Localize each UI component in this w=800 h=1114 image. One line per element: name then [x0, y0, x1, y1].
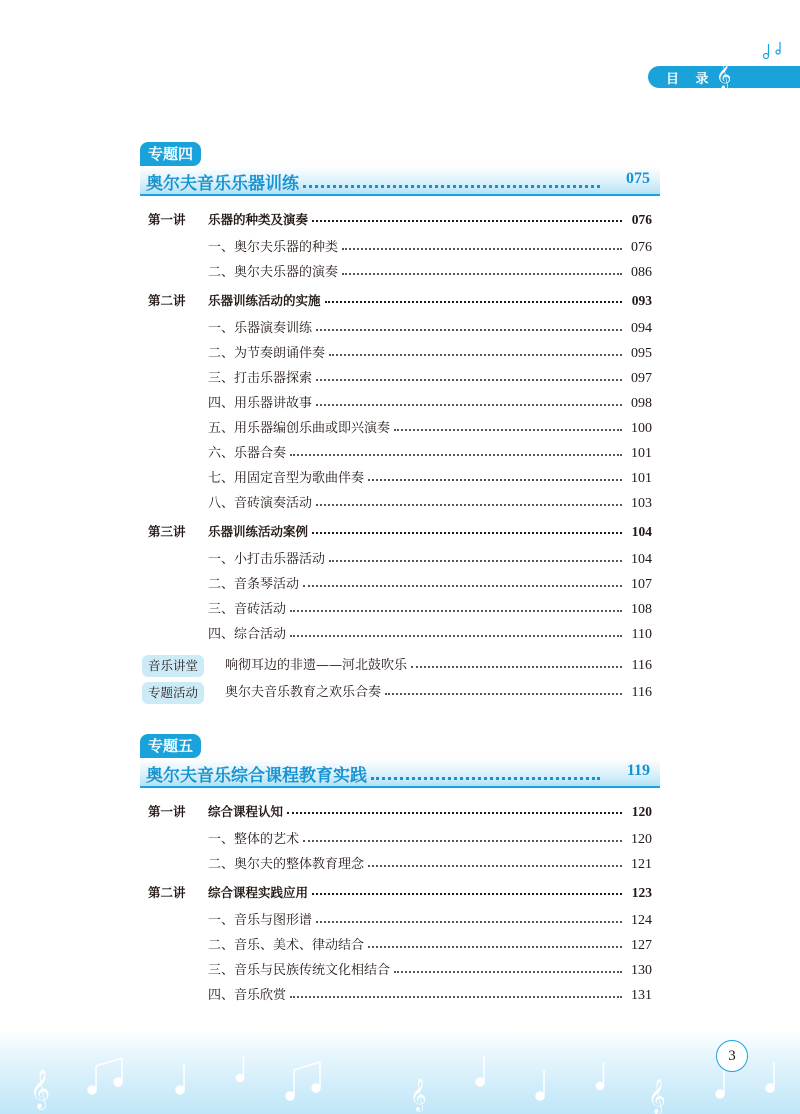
- topic-leader-dots: [371, 774, 600, 780]
- lecture-leader-dots: [312, 532, 622, 534]
- section-page-number: 130: [631, 963, 652, 978]
- item-leader-dots: [394, 429, 622, 431]
- section-page-number: 108: [631, 602, 652, 617]
- item-leader-dots: [303, 585, 622, 587]
- item-leader-dots: [368, 946, 622, 948]
- section-title: 二、音条琴活动: [208, 577, 300, 592]
- item-leader-dots: [290, 610, 622, 612]
- section-title: 四、音乐欣赏: [208, 988, 287, 1003]
- section-page-number: 124: [631, 913, 652, 928]
- lecture-page-number: 076: [631, 212, 652, 227]
- music-notes-footer-icon: [0, 1030, 800, 1114]
- lecture-label: 第三讲: [148, 524, 186, 539]
- lecture-page-number: 104: [631, 524, 652, 539]
- section-page-number: 110: [631, 627, 652, 642]
- item-leader-dots: [342, 273, 622, 275]
- item-leader-dots: [290, 635, 622, 637]
- section-title: 二、为节奏朗诵伴奏: [208, 346, 326, 361]
- lecture-title: 乐器训练活动的实施: [208, 293, 321, 308]
- feature-title: 奥尔夫音乐教育之欢乐合奏: [225, 685, 382, 700]
- section-page-number: 103: [631, 496, 652, 511]
- music-notes-decoration-icon: [736, 42, 786, 82]
- svg-text:𝄞: 𝄞: [648, 1079, 666, 1114]
- section-page-number: 121: [631, 857, 652, 872]
- section-title: 二、奥尔夫的整体教育理念: [208, 857, 365, 872]
- section-page-number: 086: [631, 265, 652, 280]
- item-leader-dots: [385, 693, 622, 695]
- topic-leader-dots: [303, 182, 600, 188]
- feature-label: 专题活动: [142, 682, 204, 704]
- item-leader-dots: [329, 354, 622, 356]
- lecture-label: 第二讲: [148, 293, 186, 308]
- section-title: 五、用乐器编创乐曲或即兴演奏: [208, 421, 391, 436]
- topic-title: 奥尔夫音乐乐器训练: [146, 174, 299, 194]
- section-title: 七、用固定音型为歌曲伴奏: [208, 471, 365, 486]
- item-leader-dots: [342, 248, 622, 250]
- section-page-number: 098: [631, 396, 652, 411]
- lecture-page-number: 120: [631, 804, 652, 819]
- item-leader-dots: [290, 454, 622, 456]
- section-title: 一、小打击乐器活动: [208, 552, 326, 567]
- svg-text:𝄞: 𝄞: [410, 1078, 427, 1111]
- section-title: 三、音乐与民族传统文化相结合: [208, 963, 391, 978]
- topic-badge: 专题四: [140, 142, 201, 166]
- item-leader-dots: [290, 996, 622, 998]
- page-number: 3: [716, 1040, 748, 1072]
- section-page-number: 101: [631, 446, 652, 461]
- section-title: 三、打击乐器探索: [208, 371, 313, 386]
- section-title: 一、音乐与图形谱: [208, 913, 313, 928]
- section-title: 二、音乐、美术、律动结合: [208, 938, 365, 953]
- topic-page-number: 119: [626, 762, 650, 779]
- lecture-label: 第一讲: [148, 804, 186, 819]
- contents-header-title: 目 录: [666, 72, 715, 87]
- section-title: 一、整体的艺术: [208, 832, 300, 847]
- svg-text:𝄞: 𝄞: [30, 1069, 51, 1109]
- item-leader-dots: [303, 840, 622, 842]
- lecture-label: 第一讲: [148, 212, 186, 227]
- feature-page-number: 116: [631, 658, 652, 673]
- section-title: 一、奥尔夫乐器的种类: [208, 240, 339, 255]
- section-page-number: 104: [631, 552, 652, 567]
- item-leader-dots: [368, 865, 622, 867]
- item-leader-dots: [411, 666, 622, 668]
- section-title: 三、音砖活动: [208, 602, 287, 617]
- topic-title-row: [140, 758, 660, 788]
- item-leader-dots: [329, 560, 622, 562]
- treble-clef-icon: 𝄞: [716, 60, 732, 90]
- lecture-title: 综合课程实践应用: [208, 885, 309, 900]
- item-leader-dots: [316, 404, 622, 406]
- item-leader-dots: [394, 971, 622, 973]
- feature-label: 音乐讲堂: [142, 655, 204, 677]
- item-leader-dots: [316, 329, 622, 331]
- topic-title: 奥尔夫音乐综合课程教育实践: [146, 766, 367, 786]
- lecture-title: 乐器训练活动案例: [208, 524, 309, 539]
- topic-title-row: [140, 166, 660, 196]
- section-page-number: 095: [631, 346, 652, 361]
- lecture-page-number: 123: [631, 885, 652, 900]
- section-page-number: 101: [631, 471, 652, 486]
- item-leader-dots: [316, 921, 622, 923]
- lecture-leader-dots: [312, 220, 622, 222]
- section-page-number: 107: [631, 577, 652, 592]
- section-title: 八、音砖演奏活动: [208, 496, 313, 511]
- lecture-label: 第二讲: [148, 885, 186, 900]
- section-page-number: 100: [631, 421, 652, 436]
- section-page-number: 076: [631, 240, 652, 255]
- lecture-page-number: 093: [631, 293, 652, 308]
- feature-title: 响彻耳边的非遗——河北鼓吹乐: [225, 658, 408, 673]
- lecture-leader-dots: [325, 301, 622, 303]
- lecture-title: 乐器的种类及演奏: [208, 212, 309, 227]
- lecture-leader-dots: [287, 812, 622, 814]
- section-page-number: 097: [631, 371, 652, 386]
- lecture-title: 综合课程认知: [208, 804, 284, 819]
- lecture-leader-dots: [312, 893, 622, 895]
- section-page-number: 094: [631, 321, 652, 336]
- topic-badge: 专题五: [140, 734, 201, 758]
- section-title: 四、综合活动: [208, 627, 287, 642]
- section-page-number: 120: [631, 832, 652, 847]
- section-title: 六、乐器合奏: [208, 446, 287, 461]
- section-title: 四、用乐器讲故事: [208, 396, 313, 411]
- item-leader-dots: [316, 504, 622, 506]
- item-leader-dots: [368, 479, 622, 481]
- section-title: 二、奥尔夫乐器的演奏: [208, 265, 339, 280]
- topic-page-number: 075: [626, 170, 650, 187]
- section-title: 一、乐器演奏训练: [208, 321, 313, 336]
- section-page-number: 127: [631, 938, 652, 953]
- section-page-number: 131: [631, 988, 652, 1003]
- feature-page-number: 116: [631, 685, 652, 700]
- item-leader-dots: [316, 379, 622, 381]
